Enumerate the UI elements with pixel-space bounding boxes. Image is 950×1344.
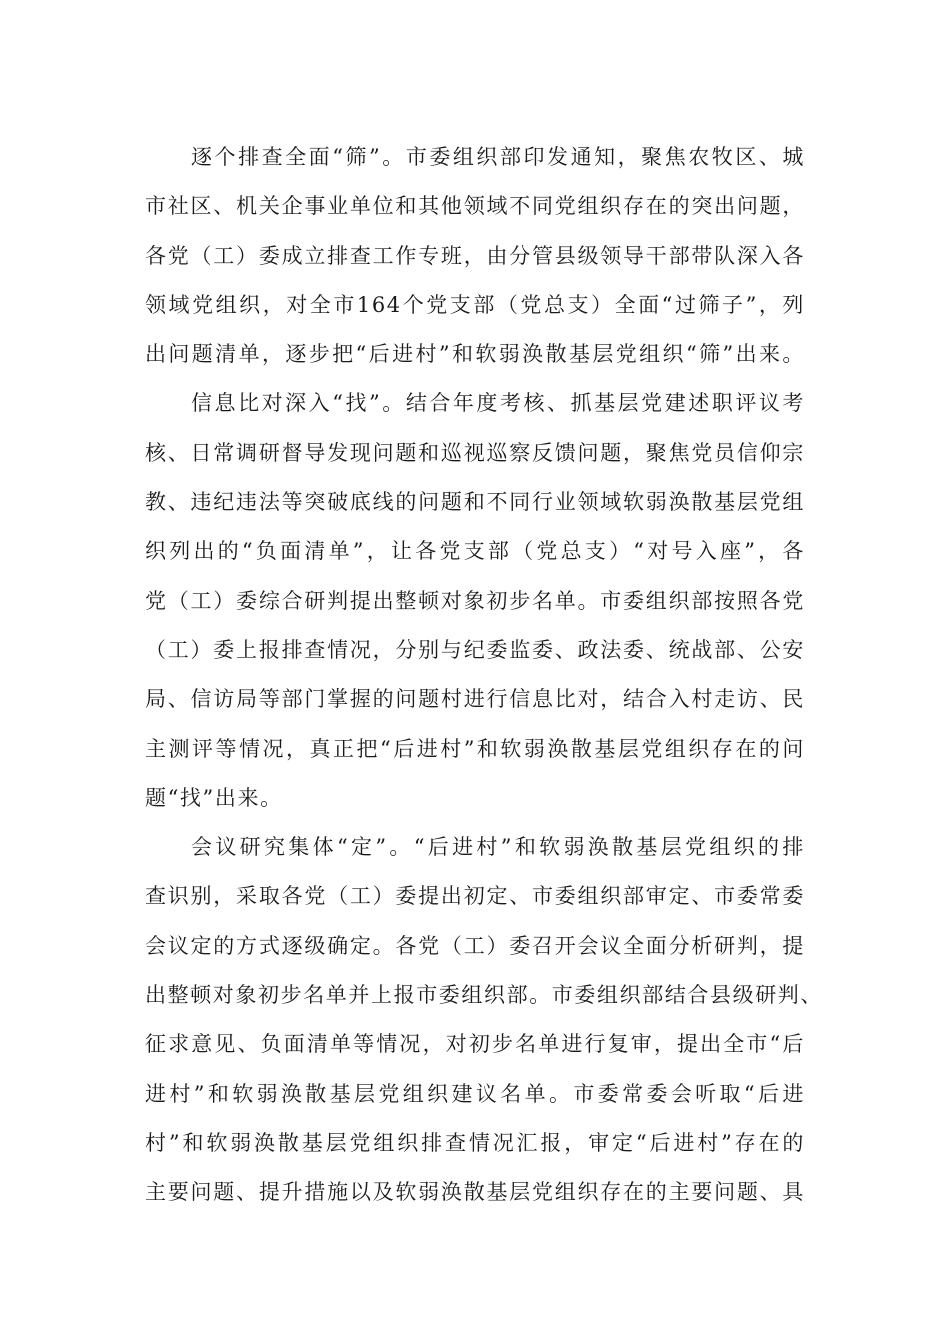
text-line: 各党（工）委成立排查工作专班，由分管县级领导干部带队深入各	[145, 243, 805, 268]
text-line: 会议研究集体“定”。“后进村”和软弱涣散基层党组织的排	[191, 835, 805, 860]
text-line: 查识别，采取各党（工）委提出初定、市委组织部审定、市委常委	[145, 884, 805, 909]
text-line: 核、日常调研督导发现问题和巡视巡察反馈问题，聚焦党员信仰宗	[145, 440, 805, 465]
text-line: 进村”和软弱涣散基层党组织建议名单。市委常委会听取“后进	[145, 1081, 805, 1106]
text-line: 领域党组织，对全市164个党支部（党总支）全面“过筛子”，列	[145, 292, 805, 317]
text-line: 出整顿对象初步名单并上报市委组织部。市委组织部结合县级研判、	[145, 983, 823, 1008]
text-line: 党（工）委综合研判提出整顿对象初步名单。市委组织部按照各党	[145, 588, 805, 613]
text-line: 主测评等情况，真正把“后进村”和软弱涣散基层党组织存在的问	[145, 736, 805, 761]
text-line: 局、信访局等部门掌握的问题村进行信息比对，结合入村走访、民	[145, 687, 805, 712]
paragraph-screening	[145, 133, 805, 379]
text-line: 题“找”出来。	[145, 785, 283, 810]
text-line: 征求意见、负面清单等情况，对初步名单进行复审，提出全市“后	[145, 1032, 805, 1057]
document-page	[145, 133, 823, 1218]
paragraph-information-comparison	[145, 379, 805, 823]
text-line: （工）委上报排查情况，分别与纪委监委、政法委、统战部、公安	[145, 637, 805, 662]
text-line: 教、违纪违法等突破底线的问题和不同行业领域软弱涣散基层党组	[145, 490, 805, 515]
text-line: 村”和软弱涣散基层党组织排查情况汇报，审定“后进村”存在的	[145, 1130, 805, 1155]
text-line: 出问题清单，逐步把“后进村”和软弱涣散基层党组织“筛”出来。	[145, 342, 805, 367]
text-line: 逐个排查全面“筛”。市委组织部印发通知，聚焦农牧区、城	[191, 145, 805, 169]
text-line: 主要问题、提升措施以及软弱涣散基层党组织存在的主要问题、具	[145, 1180, 805, 1205]
text-line: 信息比对深入“找”。结合年度考核、抓基层党建述职评议考	[191, 391, 805, 416]
paragraph-meeting-decision	[145, 823, 823, 1217]
text-line: 织列出的“负面清单”，让各党支部（党总支）“对号入座”，各	[145, 539, 805, 564]
text-line: 市社区、机关企事业单位和其他领域不同党组织存在的突出问题，	[145, 194, 805, 219]
text-line: 会议定的方式逐级确定。各党（工）委召开会议全面分析研判，提	[145, 933, 805, 958]
